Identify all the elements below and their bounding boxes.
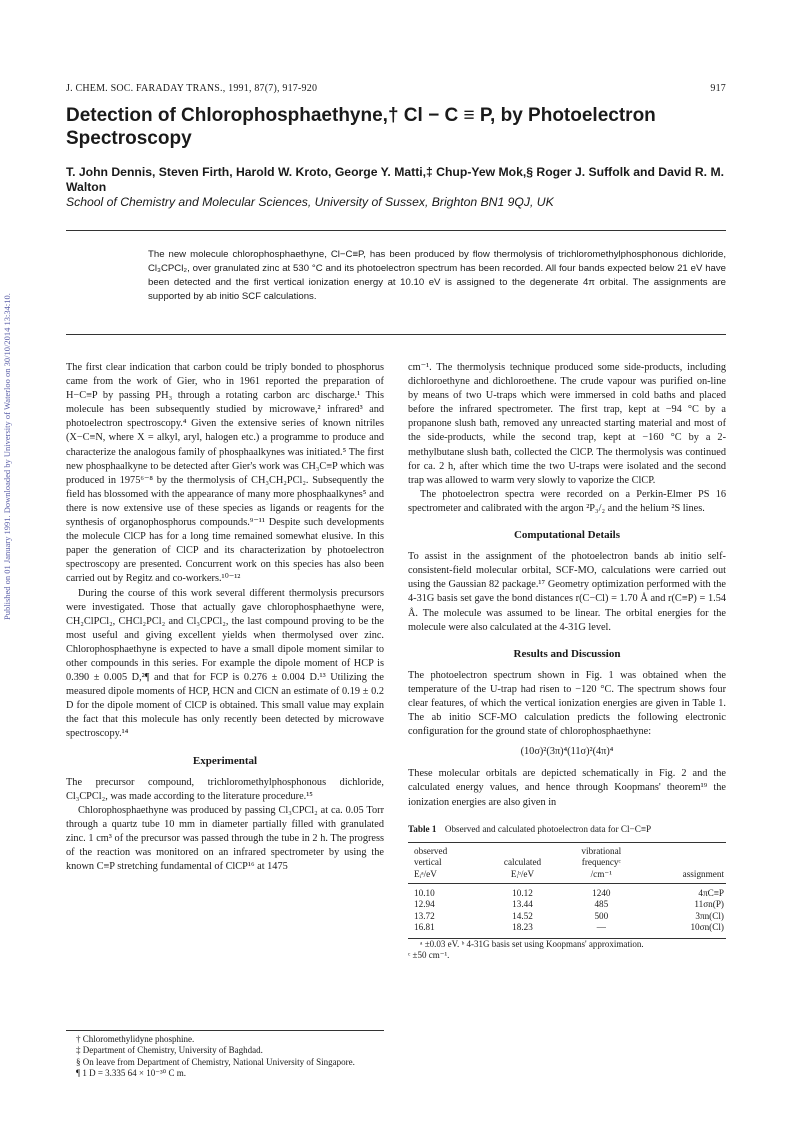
computational-heading: Computational Details [513, 529, 621, 542]
electronic-configuration: (10σ)²(3π)⁴(11σ)²(4π)⁴ [520, 746, 614, 758]
left-column [66, 361, 384, 874]
header-rule [66, 230, 726, 231]
affiliation: School of Chemistry and Molecular Sciences, University of Sussex, Brighton BN1 9QJ, UK [66, 195, 554, 209]
computational-paragraph: To assist in the assignment of the photoelectron bands ab initio self-consistent-field molecular orbital, SCF-MO, calculations were carried out using the Gaussian 82 package.¹⁷ Geometry optimization performed with the 4-31G basis set gave the bond distances r(C−Cl) = 1.70 Å and r(C≡P) = 1.54 Å. The molecule was assumed to be linear. The orbital energies for the molecule were also calculated at the 4-31G level. [408, 551, 726, 633]
table-row: 13.72 14.52 500 3πn(Cl) [414, 910, 724, 921]
table-notes [408, 939, 726, 961]
footnote-3: § On leave from Department of Chemistry, National University of Singapore. [76, 1056, 355, 1067]
download-stamp: Published on 01 January 1991. Downloaded by University of Waterloo on 30/10/2014 13:34:10. [2, 293, 12, 620]
table-label: Table 1 [408, 823, 437, 834]
spectra-paragraph: The photoelectron spectra were recorded on a Perkin-Elmer PS 16 spectrometer and calibrated with the argon ²P₃/₂ and the helium ²S lines. [408, 488, 726, 514]
results-heading: Results and Discussion [513, 647, 621, 660]
photoelectron-table [408, 842, 726, 939]
after-equation-paragraph: These molecular orbitals are depicted schematically in Fig. 2 and the calculated energy values, and hence through Koopmans' theorem¹⁹ the ionization energies are also given in [408, 768, 726, 808]
table-caption [408, 822, 726, 836]
page-number: 917 [710, 83, 726, 94]
intro-paragraph-1: The first clear indication that carbon could be triply bonded to phosphorus came from the work of Gier, who in 1961 reported the preparation of H−C≡P by passing PH₃ through a rotating carbon arc discharge.¹ This molecule has been subsequently studied by microwave,² infrared³ and photoelectron spectroscopy.⁴ Given the extensive series of known nitriles (X−C≡N, where X = alkyl, aryl, halogen etc.) a programme to produce and characterize the analogous family of phosphaalkynes was initiated.⁵ The first new phosphaalkyne to be detected after Gier's work was CH₃C≡P which was produced in 1975⁶⁻⁸ by the thermolysis of CH₃CH₂PCl₂. Subsequently the field has blossomed with the appearance of many more phosphaalkynes⁵ and there is now extensive use of these species as ligands or reagents for the synthesis of organophosphorus compounds.⁹⁻¹¹ Despite such developments the molecule ClCP has for a long time remained somewhat elusive. In this paper the generation of ClCP and its characterization by photoelectron spectroscopy are presented. Concurrent work on this species has also been carried out by Regitz and co-workers.¹⁰⁻¹² [66, 362, 384, 585]
header-calculated: calculated Eᵢᵇ/eV [484, 842, 560, 883]
header-observed: observed vertical Eᵢᵃ/eV [408, 842, 484, 883]
experimental-paragraph-1: The precursor compound, trichloromethylphosphonous dichloride, Cl₃CPCl₂, was made according to the literature procedure.¹⁵ [66, 776, 384, 802]
footnotes [66, 1030, 384, 1080]
table-row: 12.94 13.44 485 11σn(P) [414, 899, 724, 910]
abstract-rule [66, 334, 726, 335]
table-row: 16.81 18.23 — 10σn(Cl) [408, 922, 726, 938]
table-row: 10.10 10.12 1240 4πC≡P [414, 887, 724, 898]
footnote-rule [66, 1030, 384, 1031]
footnote-4: ¶ 1 D = 3.335 64 × 10⁻³⁰ C m. [76, 1068, 187, 1079]
table-caption-text: Observed and calculated photoelectron data for Cl−C≡P [444, 823, 652, 834]
table-note-2: ᶜ ±50 cm⁻¹. [408, 949, 450, 960]
header-vibrational: vibrational frequencyᶜ /cm⁻¹ [561, 842, 642, 883]
table-header-row [408, 842, 726, 883]
article-title: Detection of Chlorophosphaethyne,† Cl − C ≡ P, by Photoelectron Spectroscopy [66, 105, 656, 149]
right-column [408, 361, 726, 961]
header-assignment: assignment [642, 842, 726, 883]
footnote-1: † Chloromethylidyne phosphine. [76, 1034, 195, 1044]
experimental-heading: Experimental [192, 754, 258, 767]
table-note-1: ᵃ ±0.03 eV. ᵇ 4-31G basis set using Koopmans' approximation. [420, 938, 644, 949]
intro-paragraph-2: During the course of this work several different thermolysis precursors were investigated. Those that actually gave chlorophosphaethyne were, CH₂ClPCl₂, CHCl₂PCl₂ and Cl₃CPCl₂, the last compound proving to be the most useful and giving excellent yields when thermolysed over zinc. Chlorophosphaethyne is expected to have a small dipole moment similar to other compounds in this series. For example the dipole moment of HCP is 0.390 ± 0.005 D,²¶ and that for FCP is 0.276 ± 0.004 D.¹³ Utilizing the measured dipole moments of HCP, HCN and ClCN an estimate of 0.19 ± 0.2 D for the dipole moment of ClCP is obtained. This small value may explain the fact that this molecule has only recently been detected by microwave spectroscopy.¹⁴ [66, 587, 384, 740]
results-paragraph: The photoelectron spectrum shown in Fig. 1 was obtained when the temperature of the U-trap had risen to −120 °C. The spectrum shows four clear features, of which the vertical ionization energies are given in Table 1. The ab initio SCF-MO calculation predicts the following electronic configuration for the ground state of chlorophosphaethyne: [408, 669, 726, 738]
experimental-paragraph-2: Chlorophosphaethyne was produced by passing Cl₃CPCl₂ at ca. 0.05 Torr through a quartz tube 10 mm in diameter partially filled with granulated zinc. 1 cm³ of the precursor was passed through the tube in 2 h. The progress of the reaction was monitored on an infrared spectrometer by using the known C≡P stretching fundamental of ClCP¹⁶ at 1475 [66, 804, 384, 873]
journal-citation: J. CHEM. SOC. FARADAY TRANS., 1991, 87(7), 917-920 [66, 83, 318, 94]
continued-paragraph: cm⁻¹. The thermolysis technique produced some side-products, including dichloroethyne and dichloroethene. The crude vapour was purified on-line by means of two U-traps which were immersed in cold baths and placed before the infrared spectrometer. The first trap, kept at −94 °C by a propanone slush bath, removed any unreacted starting material and most of the side-products, while the second trap, kept at −160 °C by a 2-methylbutane slush bath, collected the ClCP. The thermolysis was continued for ca. 2 h, after which time the two U-traps were isolated and the second trap was allowed to warm very slowly to vaporize the ClCP. [408, 362, 726, 486]
footnote-2: ‡ Department of Chemistry, University of Baghdad. [76, 1045, 263, 1056]
abstract: The new molecule chlorophosphaethyne, Cl−C≡P, has been produced by flow thermolysis of trichloromethylphosphonous dichloride, Cl₃CPCl₂, over granulated zinc at 530 °C and its photoelectron spectrum has been recorded. All four bands expected below 21 eV have been detected and the first vertical ionization energy at 10.10 eV is assigned to the degenerate 4π orbital. The assignments are supported by ab initio SCF calculations. [148, 249, 726, 302]
author-list: T. John Dennis, Steven Firth, Harold W. Kroto, George Y. Matti,‡ Chup-Yew Mok,§ Roger J. Suffolk and David R. M. Walton [66, 165, 724, 194]
